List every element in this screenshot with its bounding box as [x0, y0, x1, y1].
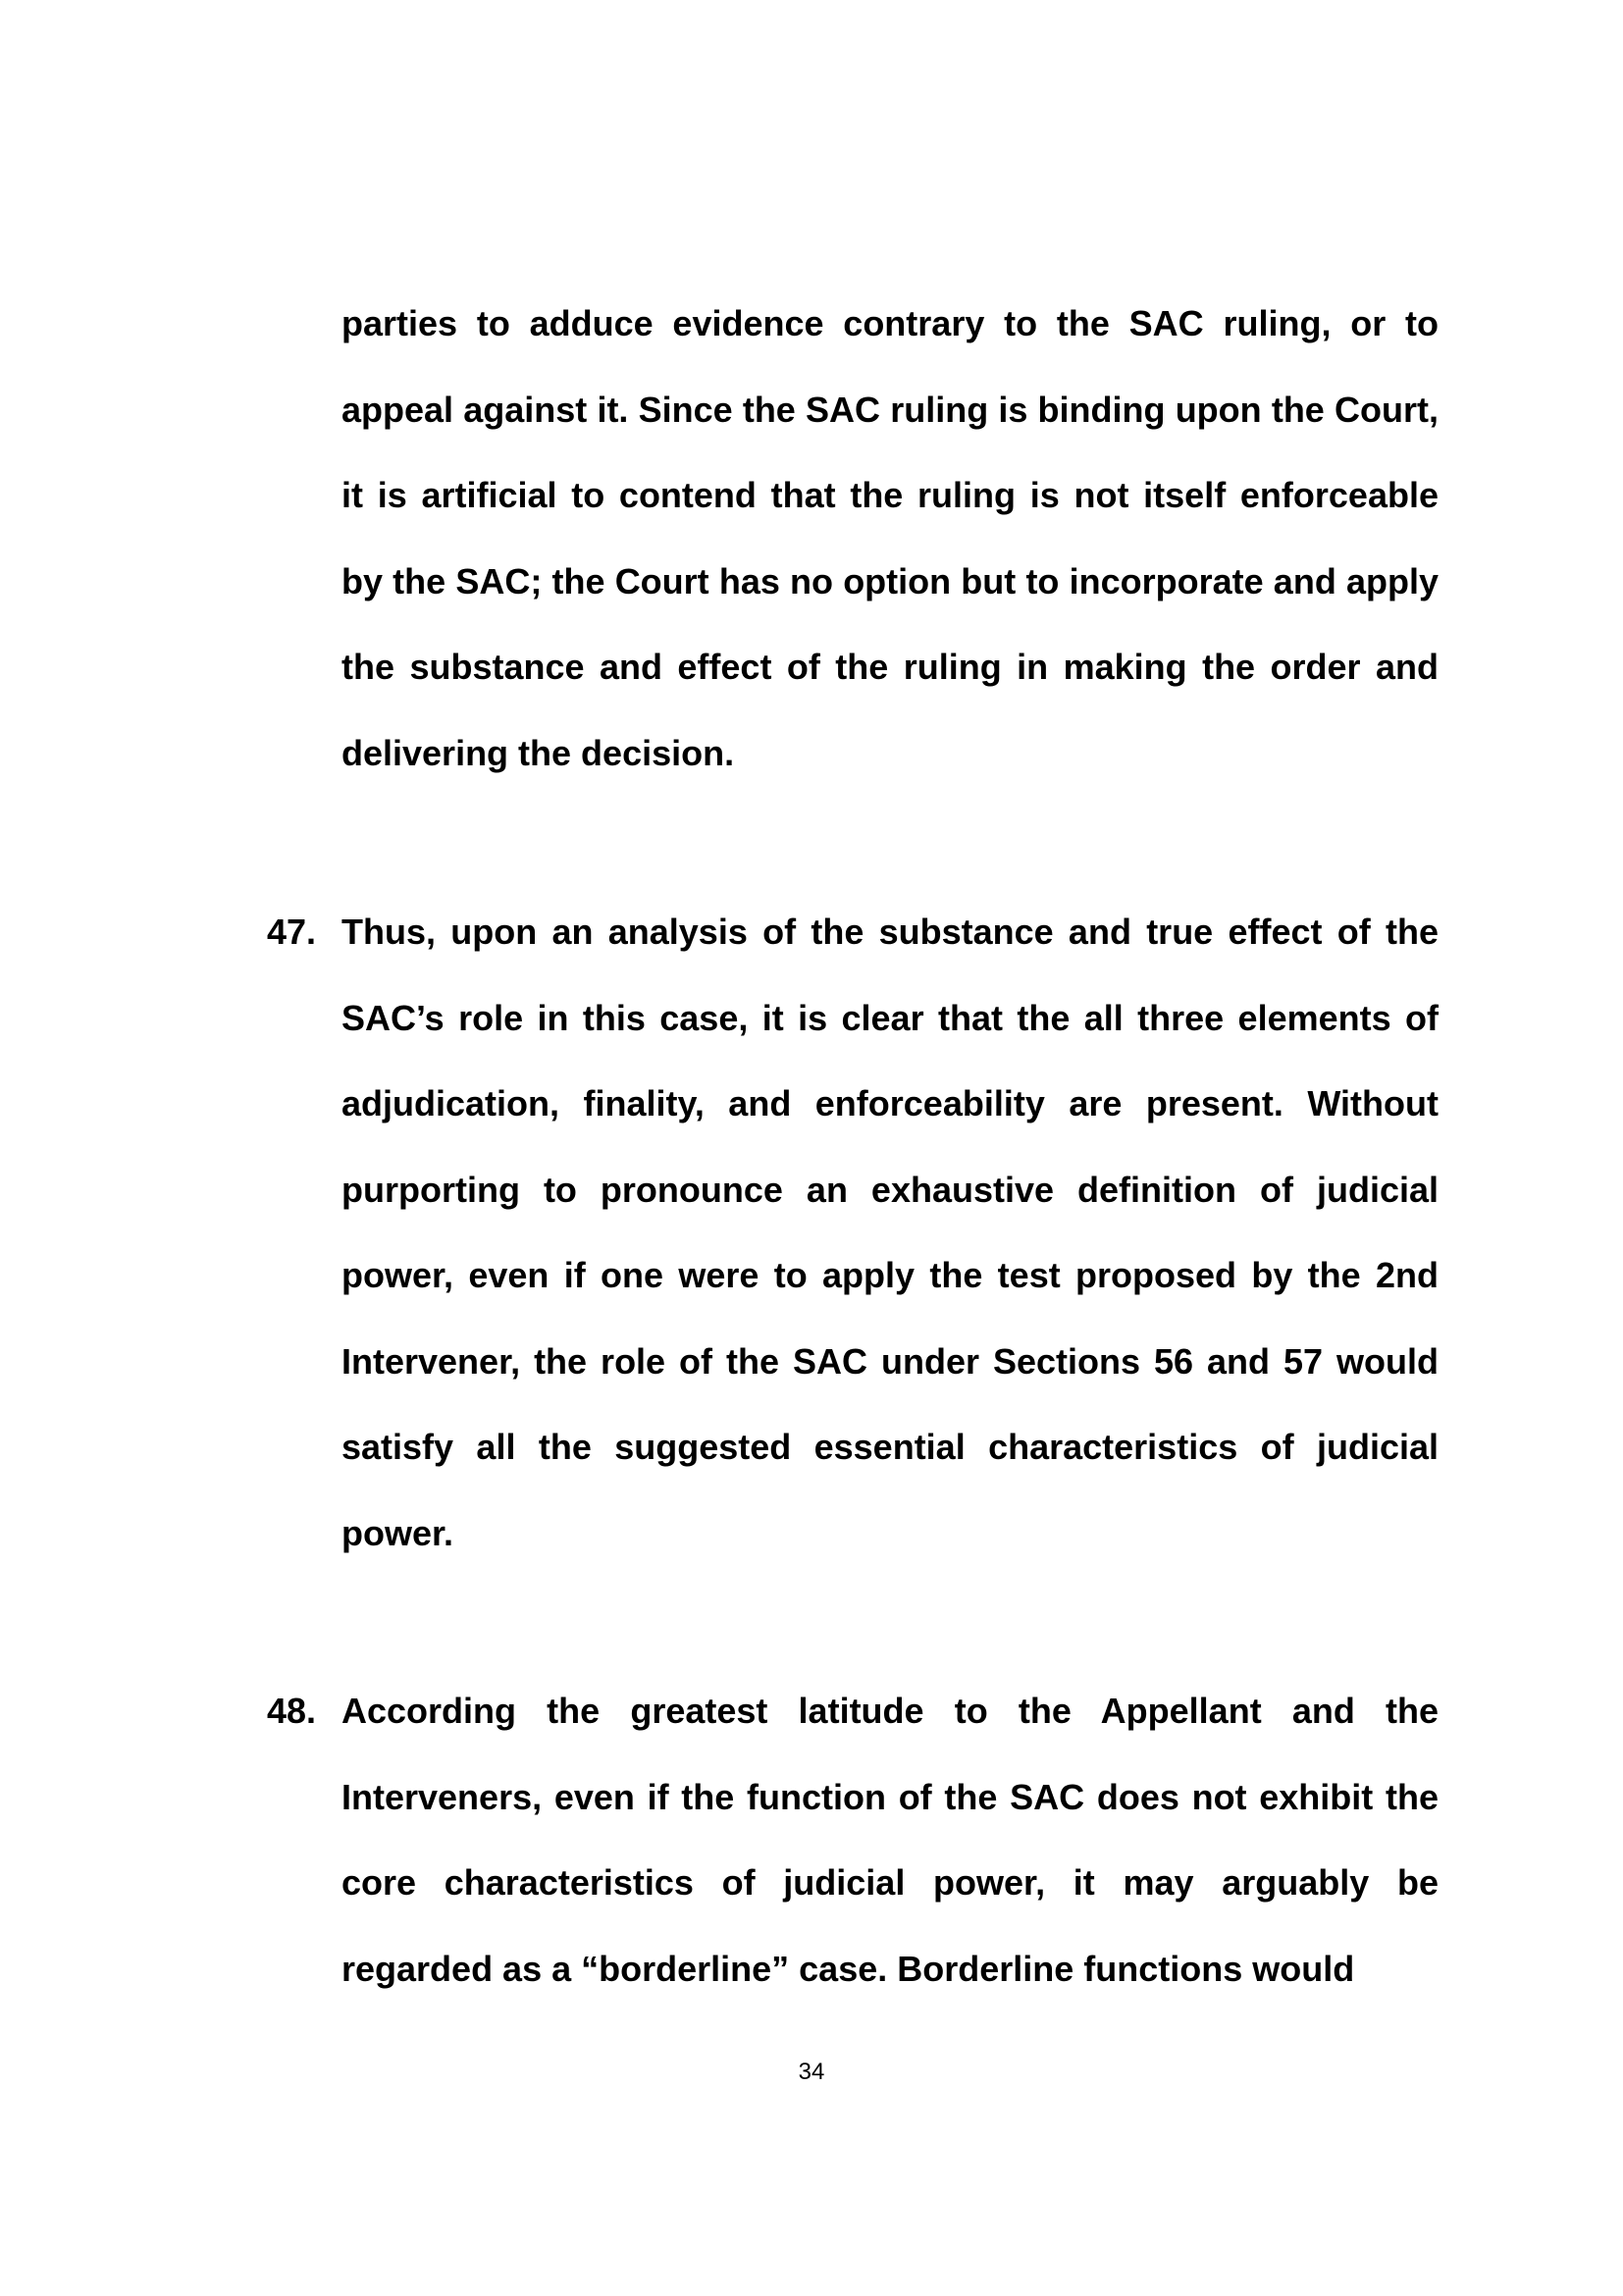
- continued-paragraph: parties to adduce evidence contrary to the SAC ruling, or to appeal against it. Since the SAC ruling is binding upon the Court, it is artificial to contend that the ruling is not itself enforceable by the SAC; the Court has no option but to incorporate and apply the substance and effect of the ruling in making the order and delivering the decision.: [341, 303, 1439, 773]
- paragraph-number: 48.: [267, 1691, 317, 1731]
- page-number: 34: [798, 2059, 825, 2085]
- paragraph-text: According the greatest latitude to the Appellant and the Interveners, even if the function of the SAC does not exhibit the core characteristics of judicial power, it may arguably be regarded as a “borderline” case. Borderline functions would: [341, 1691, 1439, 1989]
- paragraph-text: Thus, upon an analysis of the substance and true effect of the SAC’s role in this case, it is clear that the all three elements of adjudication, finality, and enforceability are present. Without purporting to pronounce an exhaustive definition of judicial power, even if one were to apply the test proposed by the 2nd Intervener, the role of the SAC under Sections 56 and 57 would satisfy all the suggested essential characteristics of judicial power.: [341, 912, 1439, 1553]
- paragraph-number: 47.: [267, 912, 317, 952]
